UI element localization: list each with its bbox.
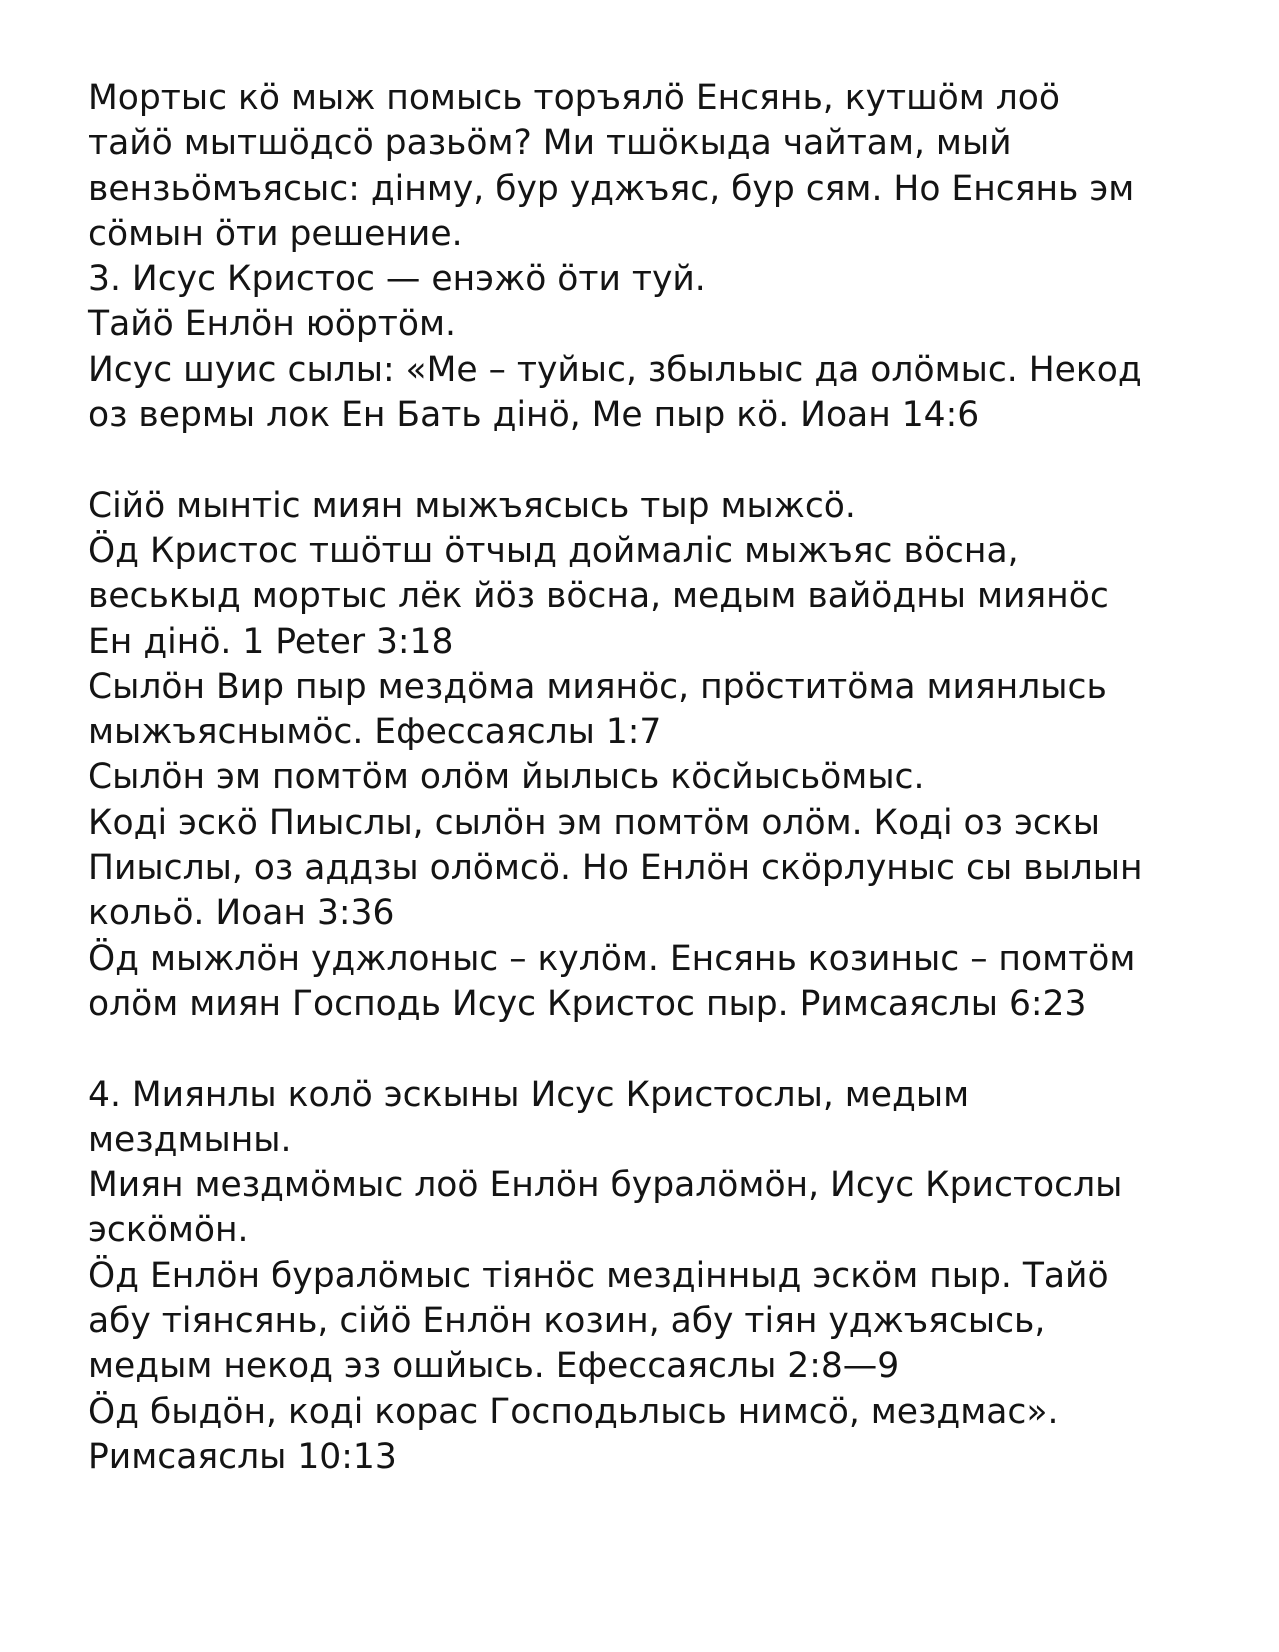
text-line: Пиыслы, оз аддзы олӧмсӧ. Но Енлӧн скӧрлуныс сы вылын [88, 848, 1143, 889]
text-line: оз вермы лок Ен Бать дiнӧ, Ме пыр кӧ. Иоан 14:6 [88, 395, 980, 436]
text-line: веськыд мортыс лёк йӧз вӧсна, медым вайӧдны миянӧс [88, 576, 1109, 617]
text-line: олӧм миян Господь Исус Кристос пыр. Римсаяслы 6:23 [88, 983, 1087, 1024]
text-line: Сылӧн Вир пыр мездӧма миянӧс, прӧститӧма миянлысь [88, 666, 1107, 707]
text-line: мыжъяснымӧс. Ефессаяслы 1:7 [88, 712, 662, 753]
text-line: Ӧд мыжлӧн уджлоныс – кулӧм. Енсянь козиныс – помтӧм [88, 938, 1136, 979]
document-page [88, 76, 1218, 1480]
section-3-heading-block [88, 257, 1218, 438]
section-heading: 4. Миянлы колӧ эскыны Исус Кристослы, медым [88, 1074, 970, 1115]
section-4 [88, 1073, 1218, 1481]
text-line: абу тiянсянь, сiйӧ Енлӧн козин, абу тiян уджъясысь, [88, 1301, 1046, 1342]
text-line: сӧмын ӧти решение. [88, 213, 463, 254]
text-line: эскӧмӧн. [88, 1210, 249, 1251]
paragraph-intro [88, 76, 1218, 257]
text-line: кольӧ. Иоан 3:36 [88, 893, 395, 934]
section-heading: мездмыны. [88, 1119, 292, 1160]
text-line: Ӧд Кристос тшӧтш ӧтчыд доймалiс мыжъяс вӧсна, [88, 530, 1019, 571]
text-line: Сылӧн эм помтӧм олӧм йылысь кӧсйысьӧмыс. [88, 757, 925, 798]
text-line: Сiйӧ мынтiс миян мыжъясысь тыр мыжсӧ. [88, 485, 856, 526]
text-line: вензьӧмъясыс: дiнму, бур уджъяс, бур сям. Но Енсянь эм [88, 168, 1135, 209]
blank-line [88, 438, 1218, 483]
text-line: Ен дiнӧ. 1 Peter 3:18 [88, 621, 454, 662]
text-line: Исус шуис сылы: «Ме – туйыс, збыльыс да олӧмыс. Некод [88, 349, 1142, 390]
blank-line [88, 1027, 1218, 1072]
text-line: Кодi эскӧ Пиыслы, сылӧн эм помтӧм олӧм. Кодi оз эскы [88, 802, 1100, 843]
text-line: Ӧд быдӧн, кодi корас Господьлысь нимсӧ, мездмас». [88, 1391, 1059, 1432]
text-line: Ӧд Енлӧн буралӧмыс тiянӧс мездiнныд эскӧм пыр. Тайӧ [88, 1255, 1109, 1296]
section-heading: 3. Исус Кристос — енэжӧ ӧти туй. [88, 259, 706, 300]
text-line: медым некод эз ошйысь. Ефессаяслы 2:8—9 [88, 1346, 900, 1387]
text-line: Мортыс кӧ мыж помысь торъялӧ Енсянь, кутшӧм лоӧ [88, 78, 1061, 118]
text-line: Миян мездмӧмыс лоӧ Енлӧн буралӧмӧн, Исус Кристослы [88, 1165, 1123, 1206]
text-line: Тайӧ Енлӧн юӧртӧм. [88, 304, 456, 345]
text-line: тайӧ мытшӧдсӧ разьӧм? Ми тшӧкыда чайтам, мый [88, 123, 1012, 164]
text-line: Римсаяслы 10:13 [88, 1436, 397, 1477]
section-3-body [88, 484, 1218, 1028]
